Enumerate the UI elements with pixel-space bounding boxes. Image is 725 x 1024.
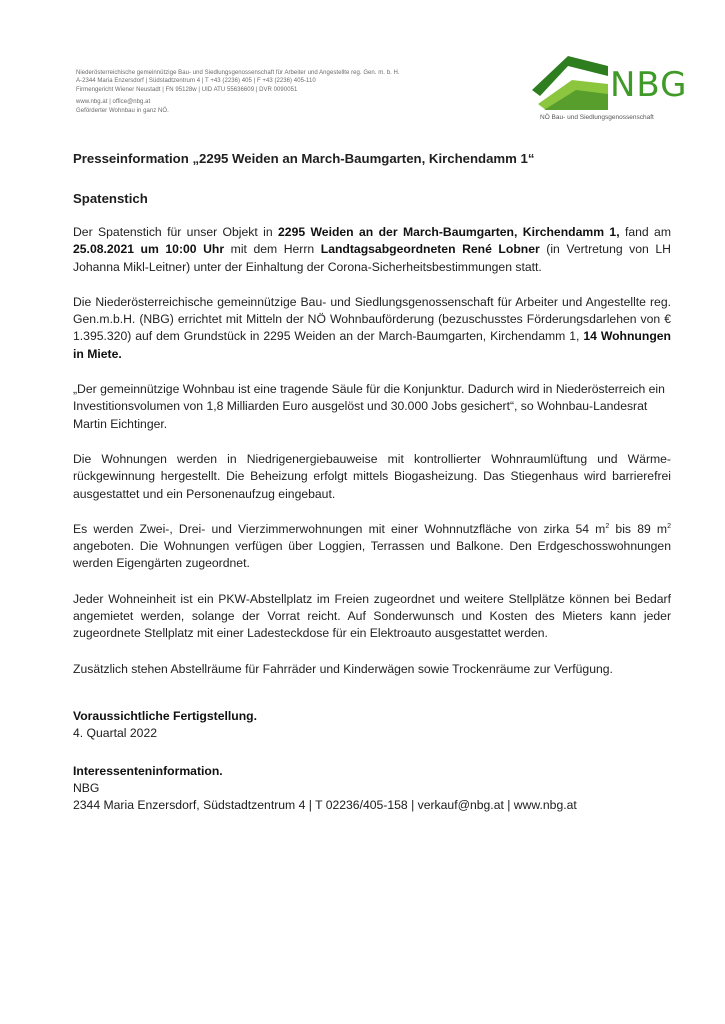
house-roof-icon [532, 54, 612, 114]
text-run: Die Niederösterreichische gemeinnützige Bau- und Siedlungsgenossenschaft für Arbeiter und Angestellte reg. Gen.m.b.H. (NBG) errichtet mit Mitteln der NÖ Wohnbauförderung (bezuschusstes Förderungsdarlehen von € 1.395.320) auf dem Grundstück in 2295 Weiden an der March-Baumgarten, Kirchendamm 1, [73, 294, 671, 344]
section-heading: Spatenstich [73, 191, 148, 206]
person-emphasis: Landtagsabgeordneten René Lobner [320, 242, 540, 257]
letterhead-web: www.nbg.at | office@nbg.at [76, 99, 151, 106]
contact-title: Interessenteninformation. [73, 763, 223, 778]
contact-name: NBG [73, 780, 100, 795]
press-release-body [73, 150, 671, 814]
text-run: Es werden Zwei-, Drei- und Vierzimmerwohnungen mit einer Wohnnutzfläche von zirka 54 m [73, 521, 606, 536]
text-run: (in Vertretung von LH Johanna Mikl-Leitner) unter der Einhaltung der Corona-Sicherheitsbestimmungen statt. [73, 242, 671, 274]
text-run: fand am [619, 225, 671, 239]
letterhead-slogan: Geförderter Wohnbau in ganz NÖ. [76, 107, 169, 114]
logo-tagline: NÖ Bau- und Siedlungsgenossenschaft [540, 114, 654, 121]
text-run: angeboten. Die Wohnungen verfügen über Loggien, Terrassen und Balkone. Den Erdgeschosswohnungen werden Eigengärten zugeordnet. [73, 539, 671, 571]
contact-details: 2344 Maria Enzersdorf, Südstadtzentrum 4 | T 02236/405-158 | verkauf@nbg.at | www.nbg.at [73, 798, 577, 813]
contact-section [73, 763, 671, 815]
completion-value: 4. Quartal 2022 [73, 726, 158, 741]
text-run: mit dem Herrn [224, 242, 321, 257]
paragraph-groundbreaking [73, 224, 671, 276]
date-emphasis: 25.08.2021 um 10:00 Uhr [73, 242, 225, 257]
superscript: 2 [667, 522, 671, 530]
letterhead-info [76, 69, 516, 115]
completion-section [73, 708, 671, 743]
paragraph-funding [73, 294, 671, 363]
location-emphasis: 2295 Weiden an der March-Baumgarten, Kirchendamm 1, [278, 225, 620, 239]
letterhead-address: A-2344 Maria Enzersdorf | Südstadtzentrum 4 | T +43 (2236) 405 | F +43 (2236) 405-110 [76, 78, 316, 85]
units-emphasis: 14 Wohnungen in Miete. [73, 329, 671, 361]
letterhead-company: Niederösterreichische gemeinnützige Bau- und Siedlungsgenossenschaft für Arbeiter und Angestellte reg. Gen. m. b. H. [76, 70, 400, 76]
nbg-logo [532, 54, 688, 124]
logo-wordmark: NBG [610, 65, 688, 105]
paragraph-construction: Die Wohnungen werden in Niedrigenergiebauweise mit kontrollierter Wohnraumlüftung und Wärme-rückgewinnung hergestellt. Die Beheizung erfolgt mittels Biogasheizung. Das Stiegenhaus wird barrierefrei ausgestattet und ein Personenaufzug eingebaut. [73, 451, 671, 501]
completion-title: Voraussichtliche Fertigstellung. [73, 708, 257, 723]
superscript: 2 [605, 522, 610, 530]
paragraph-parking: Jeder Wohneinheit ist ein PKW-Abstellplatz im Freien zugeordnet und weitere Stellplätze können bei Bedarf angemietet werden, solange der Vorrat reicht. Auf Sonderwunsch und Kosten des Mieters kann jeder zugeordnete Stellplatz mit einer Ladesteckdose für ein Elektroauto ausgestattet werden. [73, 591, 671, 641]
paragraph-apartments [73, 521, 671, 573]
text-run: Der Spatenstich für unser Objekt in [73, 225, 279, 239]
page-title: Presseinformation „2295 Weiden an March-Baumgarten, Kirchendamm 1“ [73, 151, 535, 166]
text-run: bis 89 m [609, 521, 668, 536]
paragraph-quote: „Der gemeinnützige Wohnbau ist eine tragende Säule für die Konjunktur. Dadurch wird in Niederösterreich ein Investitionsvolumen von 1,8 Milliarden Euro ausgelöst und 30.000 Jobs gesichert“, so Wohnbau-Landesrat Martin Eichtinger. [73, 382, 665, 431]
paragraph-storage: Zusätzlich stehen Abstellräume für Fahrräder und Kinderwägen sowie Trockenräume zur Verfügung. [73, 661, 613, 676]
letterhead-registry: Firmengericht Wiener Neustadt | FN 95128w | UID ATU 55636609 | DVR 0090051 [76, 86, 298, 93]
